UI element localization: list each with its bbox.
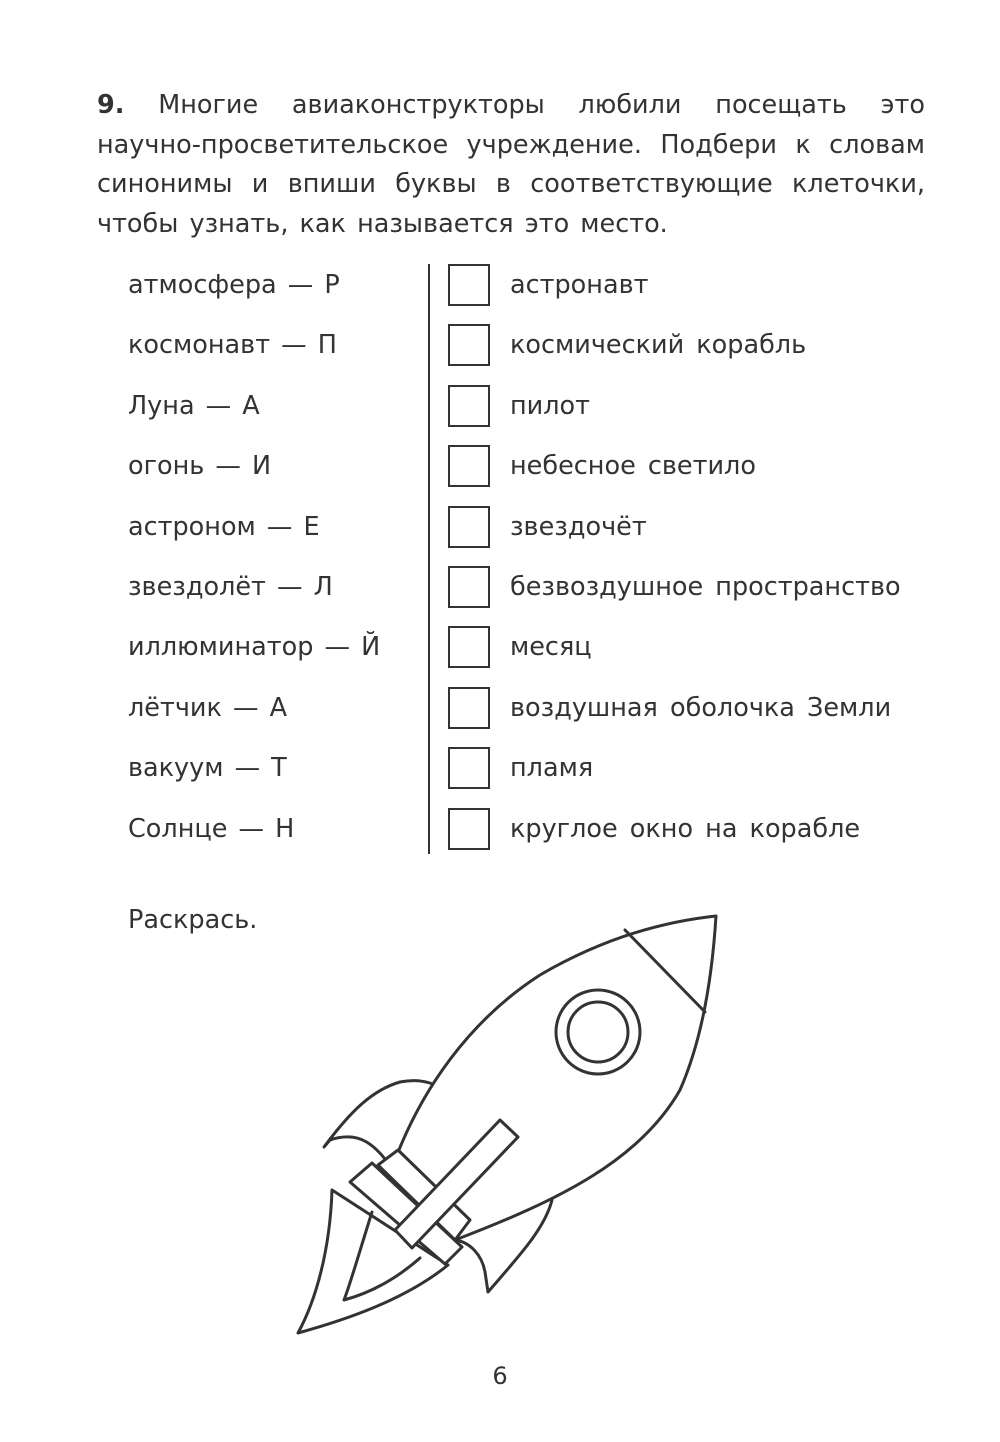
words-column xyxy=(128,255,418,859)
word-item: огонь — И xyxy=(128,451,272,482)
synonym-item: пилот xyxy=(510,390,590,421)
rocket-drawing[interactable] xyxy=(280,910,740,1350)
coloring-caption: Раскрась. xyxy=(128,905,258,935)
synonym-item: круглое окно на корабле xyxy=(510,813,861,844)
synonym-item: астронавт xyxy=(510,270,649,300)
synonym-item: звездочёт xyxy=(510,511,647,542)
rocket-window-inner xyxy=(568,1002,628,1062)
answer-box[interactable] xyxy=(448,747,490,789)
task-text xyxy=(97,86,925,244)
word-item: астроном — Е xyxy=(128,511,320,542)
word-item: звездолёт — Л xyxy=(128,571,333,602)
synonym-item: пламя xyxy=(510,753,594,784)
answer-box[interactable] xyxy=(448,566,490,608)
word-item: космонавт — П xyxy=(128,330,337,361)
column-divider xyxy=(428,264,430,854)
answer-box[interactable] xyxy=(448,506,490,548)
word-item: лётчик — А xyxy=(128,692,288,723)
word-item: иллюминатор — Й xyxy=(128,632,381,663)
answer-box[interactable] xyxy=(448,324,490,366)
answer-box[interactable] xyxy=(448,626,490,668)
answer-box[interactable] xyxy=(448,264,490,306)
synonym-item: безвоздушное пространство xyxy=(510,571,901,602)
synonyms-column xyxy=(510,255,950,859)
word-item: вакуум — Т xyxy=(128,753,287,784)
task-number: 9. xyxy=(97,90,125,120)
answer-boxes xyxy=(448,264,490,868)
answer-box[interactable] xyxy=(448,687,490,729)
answer-box[interactable] xyxy=(448,445,490,487)
word-item: Луна — А xyxy=(128,390,260,421)
synonym-item: месяц xyxy=(510,632,592,663)
synonym-item: космический корабль xyxy=(510,330,807,361)
answer-box[interactable] xyxy=(448,385,490,427)
answer-box[interactable] xyxy=(448,808,490,850)
word-item: Солнце — Н xyxy=(128,813,295,844)
task-instructions: Многие авиаконструкторы любили посещать это научно-просветительское учреждение. Подбери к словам синонимы и впиши буквы в соответствующие клеточки, чтобы узнать, как называется это место. xyxy=(97,90,926,239)
synonym-item: небесное светило xyxy=(510,451,756,482)
synonym-item: воздушная оболочка Земли xyxy=(510,692,892,723)
page-number: 6 xyxy=(492,1362,508,1390)
word-item: атмосфера — Р xyxy=(128,270,340,300)
